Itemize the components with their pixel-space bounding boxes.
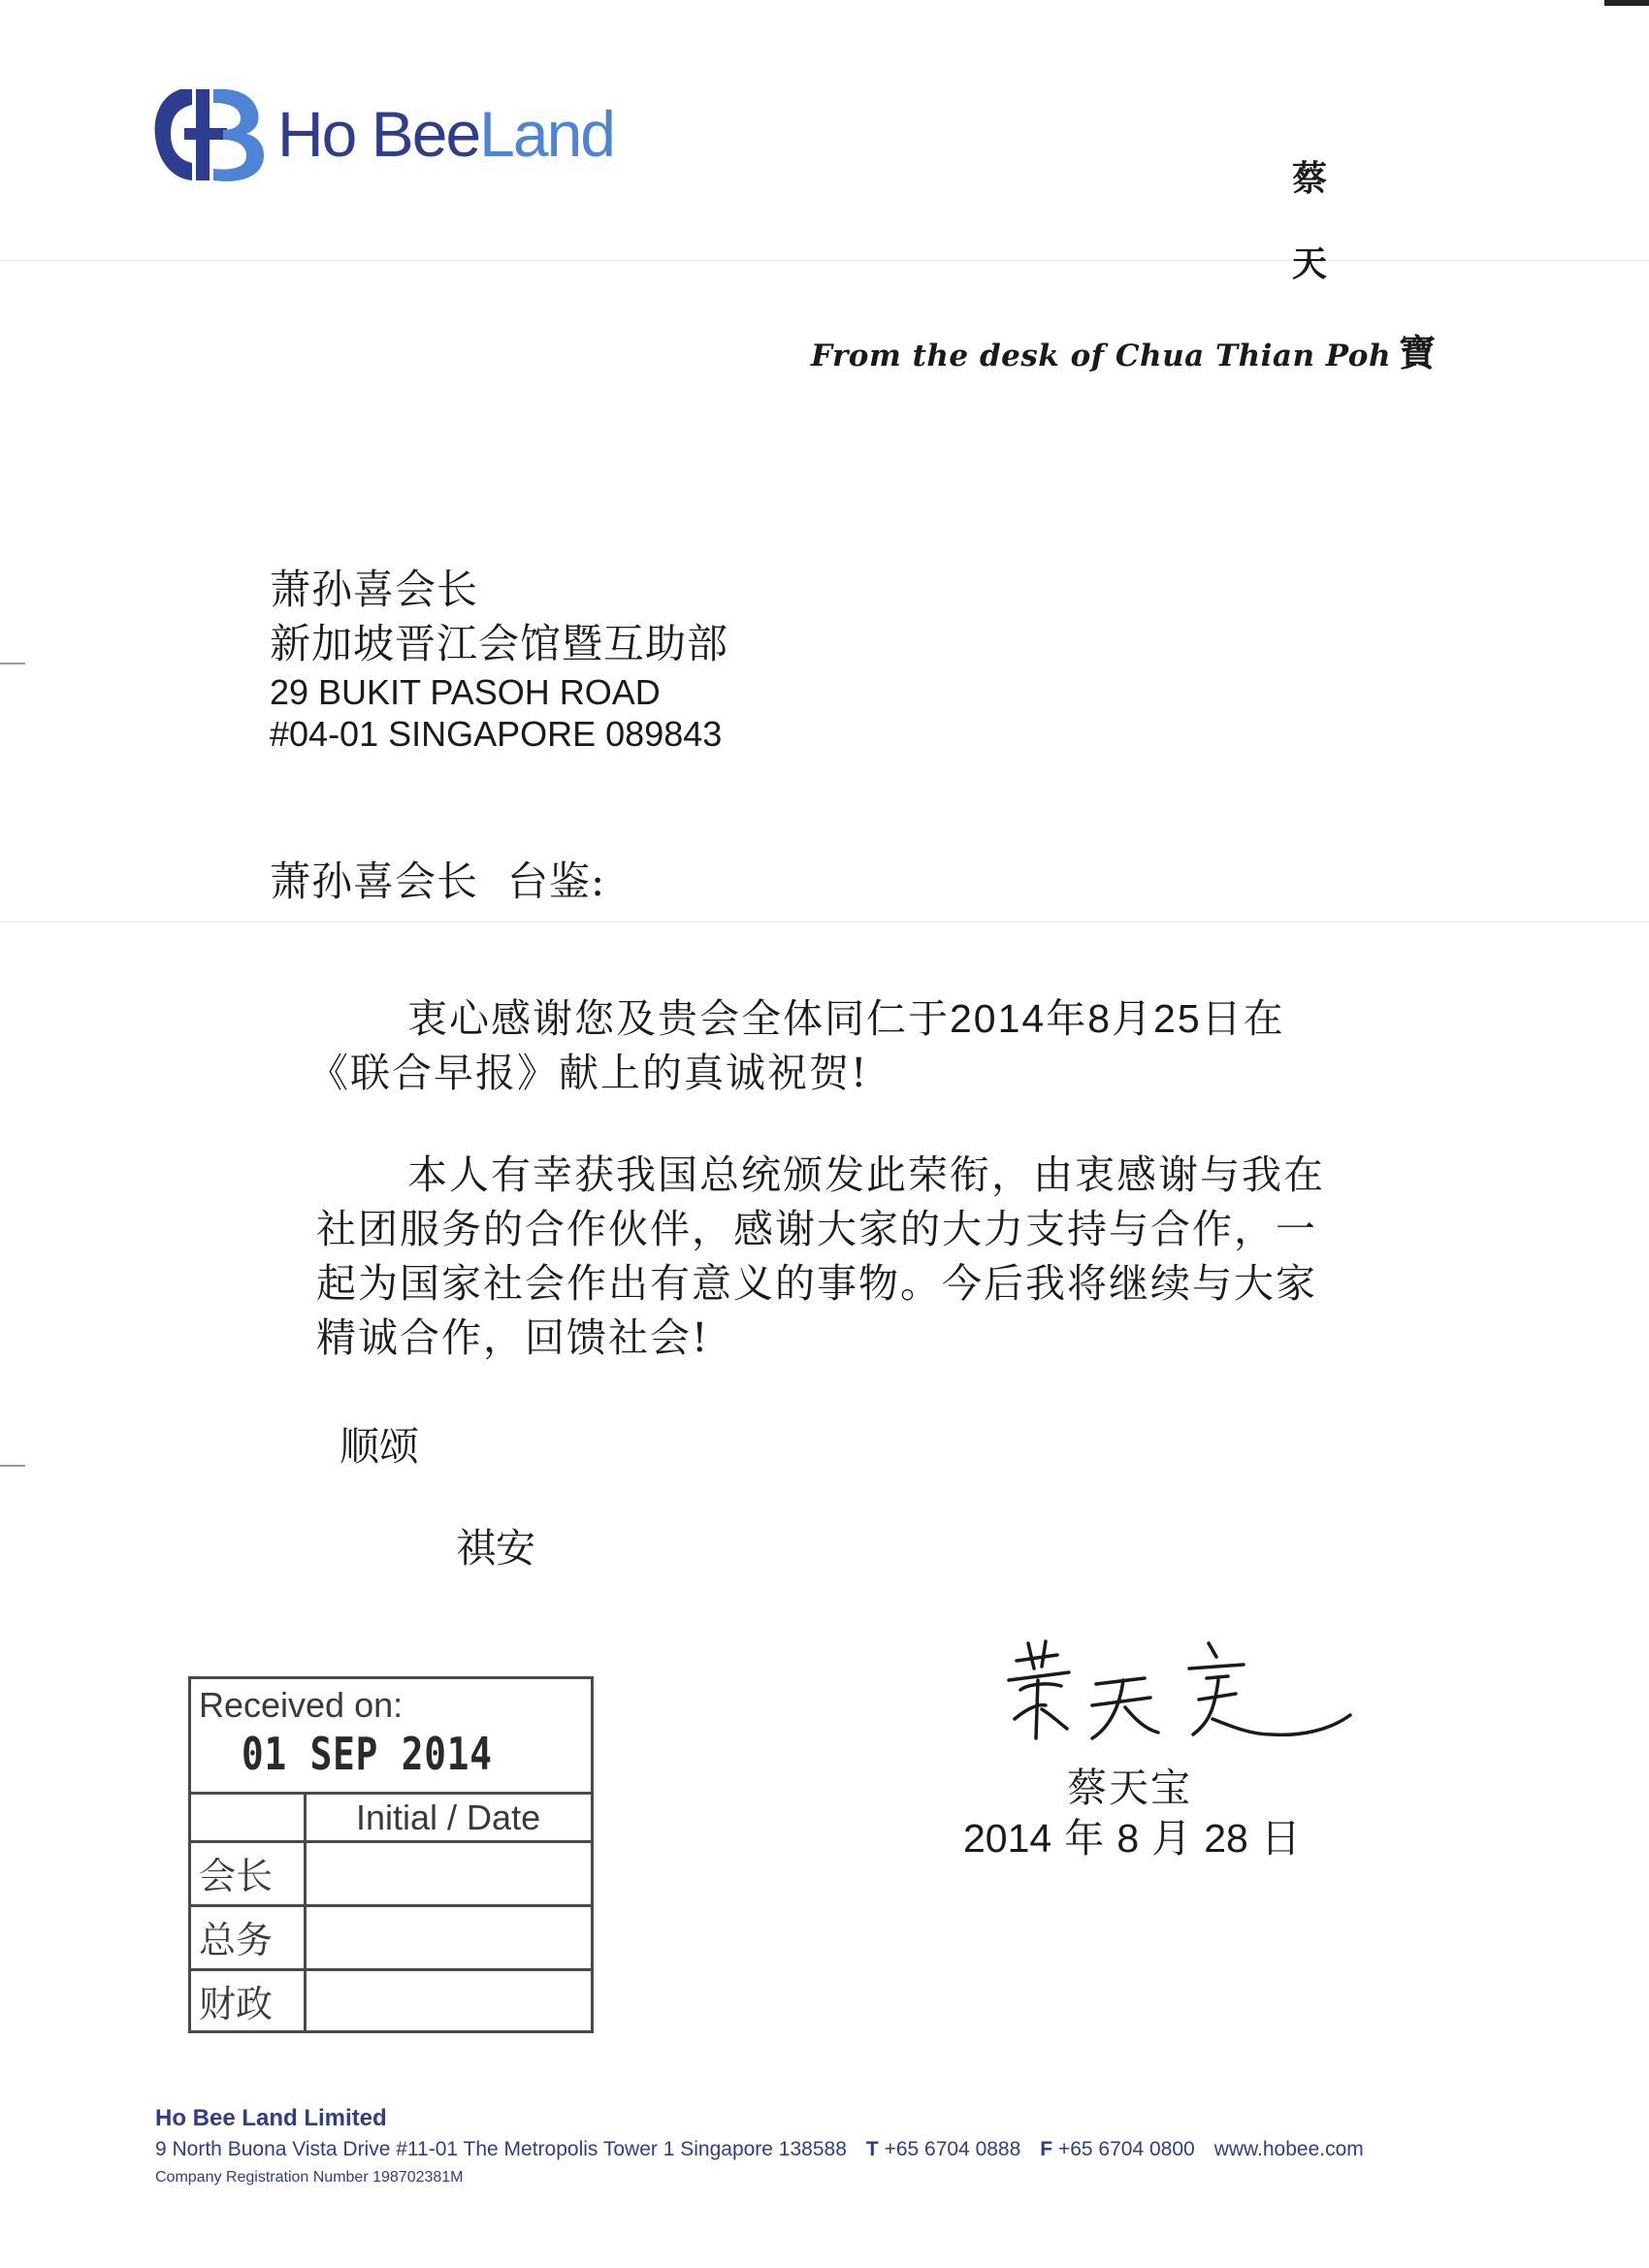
- sig-year: 2014: [963, 1816, 1052, 1861]
- footer-fax: +65 6704 0800: [1057, 2138, 1195, 2160]
- received-date: 01 SEP 2014: [242, 1728, 493, 1780]
- scan-corner-mark: [1604, 0, 1649, 6]
- salutation-name: 萧孙喜会长: [270, 858, 479, 905]
- p1-ri: 日在: [1201, 995, 1285, 1042]
- footer-address: 9 North Buona Vista Drive #11-01 The Metropolis Tower 1 Singapore 138588: [155, 2138, 847, 2160]
- salutation: [270, 850, 605, 908]
- recipient-address: [270, 563, 728, 755]
- paragraph-line: 社团服务的合作伙伴，感谢大家的大力支持与合作，一: [316, 1206, 1317, 1252]
- logo-wordmark: [277, 97, 614, 171]
- sig-day: 28: [1204, 1816, 1248, 1861]
- p1-text: 衷心感谢您及贵会全体同仁于: [407, 995, 950, 1042]
- address-line-cn: 新加坡晋江会馆暨互助部: [270, 620, 729, 667]
- stamp-role-secretary: 总务: [199, 1919, 274, 1961]
- p1-yue: 月: [1112, 995, 1154, 1042]
- address-line-en: 29 BUKIT PASOH ROAD: [270, 672, 661, 712]
- hb-logo-icon: [151, 83, 268, 184]
- footer-company-name: Ho Bee Land Limited: [155, 2105, 387, 2131]
- address-line-cn: 萧孙喜会长: [270, 566, 479, 613]
- received-on-label: Received on:: [199, 1685, 404, 1725]
- received-stamp: [188, 1676, 594, 2033]
- stamp-divider: [191, 1792, 591, 1795]
- stamp-divider: [191, 1840, 591, 1843]
- signatory-name: 蔡天宝: [1067, 1765, 1192, 1811]
- body-paragraph-1: [308, 991, 1344, 1100]
- stamp-divider: [191, 1904, 591, 1907]
- stamp-role-chairman: 会长: [199, 1855, 274, 1897]
- from-the-desk-line: [811, 323, 1437, 376]
- scan-line: [0, 260, 1649, 261]
- footer-contact-line: [155, 2138, 1364, 2161]
- footer-website: www.hobee.com: [1213, 2138, 1364, 2160]
- address-line-en: #04-01 SINGAPORE 089843: [270, 714, 723, 754]
- logo-word-ho: Ho: [277, 98, 356, 170]
- scan-line: [0, 922, 1649, 923]
- handwritten-signature: [999, 1622, 1368, 1748]
- stamp-divider: [191, 1968, 591, 1971]
- closing-line-2: 祺安: [456, 1525, 535, 1571]
- p1-day: 25: [1153, 996, 1202, 1041]
- company-logo: [151, 83, 636, 190]
- p1-year: 2014: [950, 996, 1047, 1041]
- closing-line-1: 顺颂: [340, 1423, 419, 1470]
- paragraph-line: 起为国家社会作出有意义的事物。今后我将继续与大家: [316, 1260, 1317, 1307]
- p2-line-text: 本人有幸获我国总统颁发此荣衔，由衷感谢与我在: [407, 1151, 1325, 1198]
- footer-tel-label: T: [865, 2138, 879, 2160]
- logo-word-land: Land: [479, 98, 614, 170]
- p1-month: 8: [1087, 996, 1113, 1041]
- paragraph-line: 精诚合作，回馈社会!: [316, 1314, 710, 1361]
- footer-registration: Company Registration Number 198702381M: [155, 2169, 464, 2186]
- sig-month: 8: [1116, 1816, 1140, 1861]
- footer-tel: +65 6704 0888: [884, 2138, 1021, 2160]
- paragraph-line: 《联合早报》献上的真诚祝贺!: [308, 1050, 869, 1096]
- logo-word-bee: Bee: [371, 98, 480, 170]
- stamp-column-divider: [304, 1794, 307, 2030]
- paragraph-line: [316, 991, 1344, 1046]
- vertical-name-char-1: 蔡: [1291, 158, 1327, 199]
- scan-edge-mark: [0, 663, 25, 664]
- scan-edge-mark: [0, 1465, 25, 1467]
- stamp-role-treasurer: 财政: [199, 1983, 274, 2025]
- vertical-name-char-2: 天: [1291, 243, 1327, 284]
- footer-fax-label: F: [1040, 2138, 1053, 2160]
- letterhead-footer: [155, 2105, 1364, 2187]
- sig-yue: 月: [1151, 1815, 1192, 1862]
- signature-date: [963, 1806, 1301, 1863]
- salutation-honorific: 台鉴:: [507, 858, 606, 905]
- sig-nian: 年: [1064, 1815, 1105, 1862]
- sig-ri: 日: [1260, 1815, 1301, 1862]
- desk-line-text: From the desk of Chua Thian Poh: [811, 339, 1391, 373]
- desk-line-char: 寶: [1399, 331, 1437, 374]
- paragraph-line: [316, 1148, 1344, 1202]
- body-paragraph-2: [316, 1148, 1344, 1365]
- initial-date-header: Initial / Date: [356, 1798, 541, 1837]
- p1-nian: 年: [1046, 995, 1088, 1042]
